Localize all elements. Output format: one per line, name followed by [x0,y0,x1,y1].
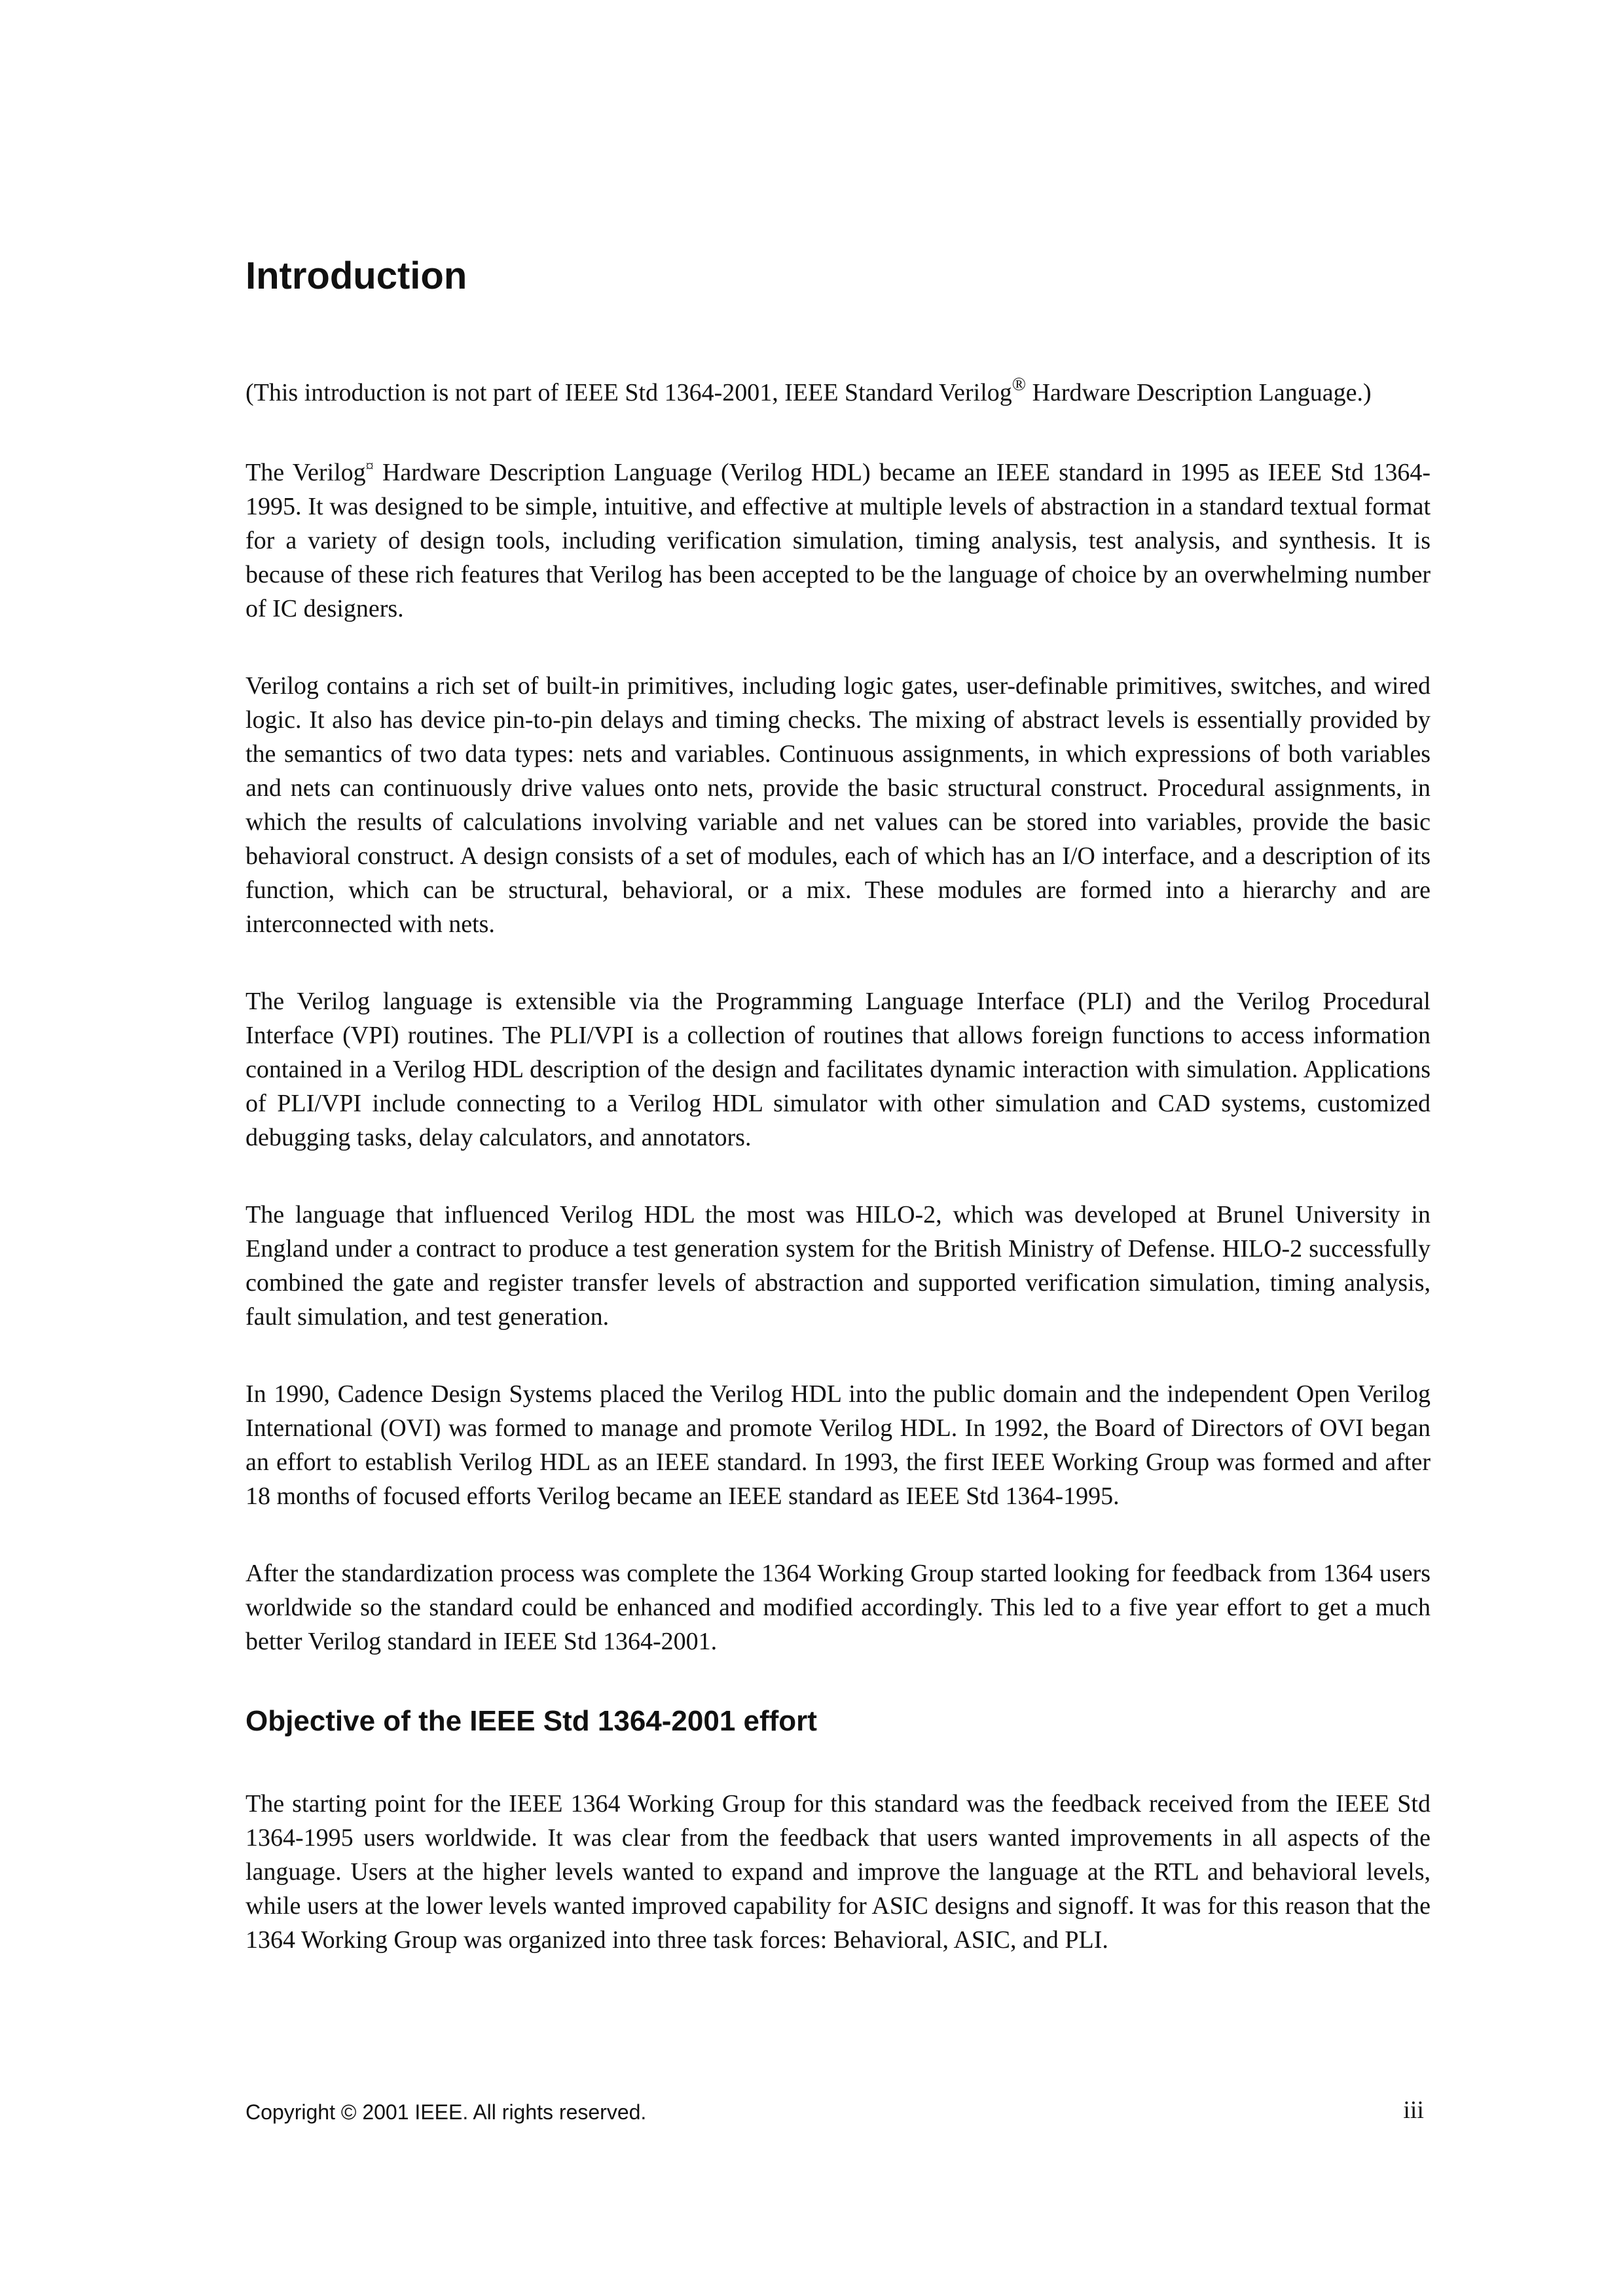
registered-mark: ® [1012,374,1027,395]
paragraph-2: Verilog contains a rich set of built-in primitives, including logic gates, user-definable primitives, switches, and wired logic. It also has device pin-to-pin delays and timing checks. The mixing of abstract levels is essentially provided by the semantics of two data types: nets and variables. Continuous assignments, in which expressions of both variables and nets can continuously drive values onto nets, provide the basic structural construct. Procedural assignments, in which the results of calculations involving variable and net values can be stored into variables, provide the basic behavioral construct. A design consists of a set of modules, each of which has an I/O interface, and a description of its function, which can be structural, behavioral, or a mix. These modules are formed into a hierarchy and are interconnected with nets. [246,672,1431,938]
page-title: Introduction [246,255,467,297]
paragraph-4: The language that influenced Verilog HDL the most was HILO-2, which was developed at Brunel University in England under a contract to produce a test generation system for the British Ministry of Defense. HILO-2 successfully combined the gate and register transfer levels of abstraction and supported verification simulation, timing analysis, fault simulation, and test generation. [246,1201,1431,1331]
intro-note [246,376,1431,410]
section-heading: Objective of the IEEE Std 1364-2001 effort [246,1705,817,1737]
paragraph-1-start: The Verilog [246,459,366,486]
paragraph-7: The starting point for the IEEE 1364 Working Group for this standard was the feedback received from the IEEE Std 1364-1995 users worldwide. It was clear from the feedback that users wanted improvements in all aspects of the language. Users at the higher levels wanted to expand and improve the language at the RTL and behavioral levels, while users at the lower levels wanted improved capability for ASIC designs and signoff. It was for this reason that the 1364 Working Group was organized into three task forces: Behavioral, ASIC, and PLI. [246,1790,1431,1954]
intro-note-text-end: Hardware Description Language.) [1026,379,1372,406]
paragraph-1-text: Hardware Description Language (Verilog HDL) became an IEEE standard in 1995 as IEEE Std 1364-1995. It was designed to be simple, intuitive, and effective at multiple levels of abstraction in a standard textual format for a variety of design tools, including verification simulation, timing analysis, test analysis, and synthesis. It is because of these rich features that Verilog has been accepted to be the language of choice by an overwhelming number of IC designers. [246,459,1431,622]
trademark-mark: ¤ [365,458,374,475]
page-number: iii [1403,2096,1424,2124]
intro-note-text: (This introduction is not part of IEEE Std 1364-2001, IEEE Standard Verilog [246,379,1012,406]
page-content [246,250,1431,1957]
paragraph-6: After the standardization process was complete the 1364 Working Group started looking for feedback from 1364 users worldwide so the standard could be enhanced and modified accordingly. This led to a five year effort to get a much better Verilog standard in IEEE Std 1364-2001. [246,1560,1431,1655]
paragraph-5: In 1990, Cadence Design Systems placed the Verilog HDL into the public domain and the independent Open Verilog International (OVI) was formed to manage and promote Verilog HDL. In 1992, the Board of Directors of OVI began an effort to establish Verilog HDL as an IEEE standard. In 1993, the first IEEE Working Group was formed and after 18 months of focused efforts Verilog became an IEEE standard as IEEE Std 1364-1995. [246,1380,1431,1510]
paragraph-1 [246,456,1431,626]
paragraph-3: The Verilog language is extensible via the Programming Language Interface (PLI) and the Verilog Procedural Interface (VPI) routines. The PLI/VPI is a collection of routines that allows foreign functions to access information contained in a Verilog HDL description of the design and facilitates dynamic interaction with simulation. Applications of PLI/VPI include connecting to a Verilog HDL simulator with other simulation and CAD systems, customized debugging tasks, delay calculators, and annotators. [246,988,1431,1151]
copyright-footer: Copyright © 2001 IEEE. All rights reserved. [246,2100,647,2124]
